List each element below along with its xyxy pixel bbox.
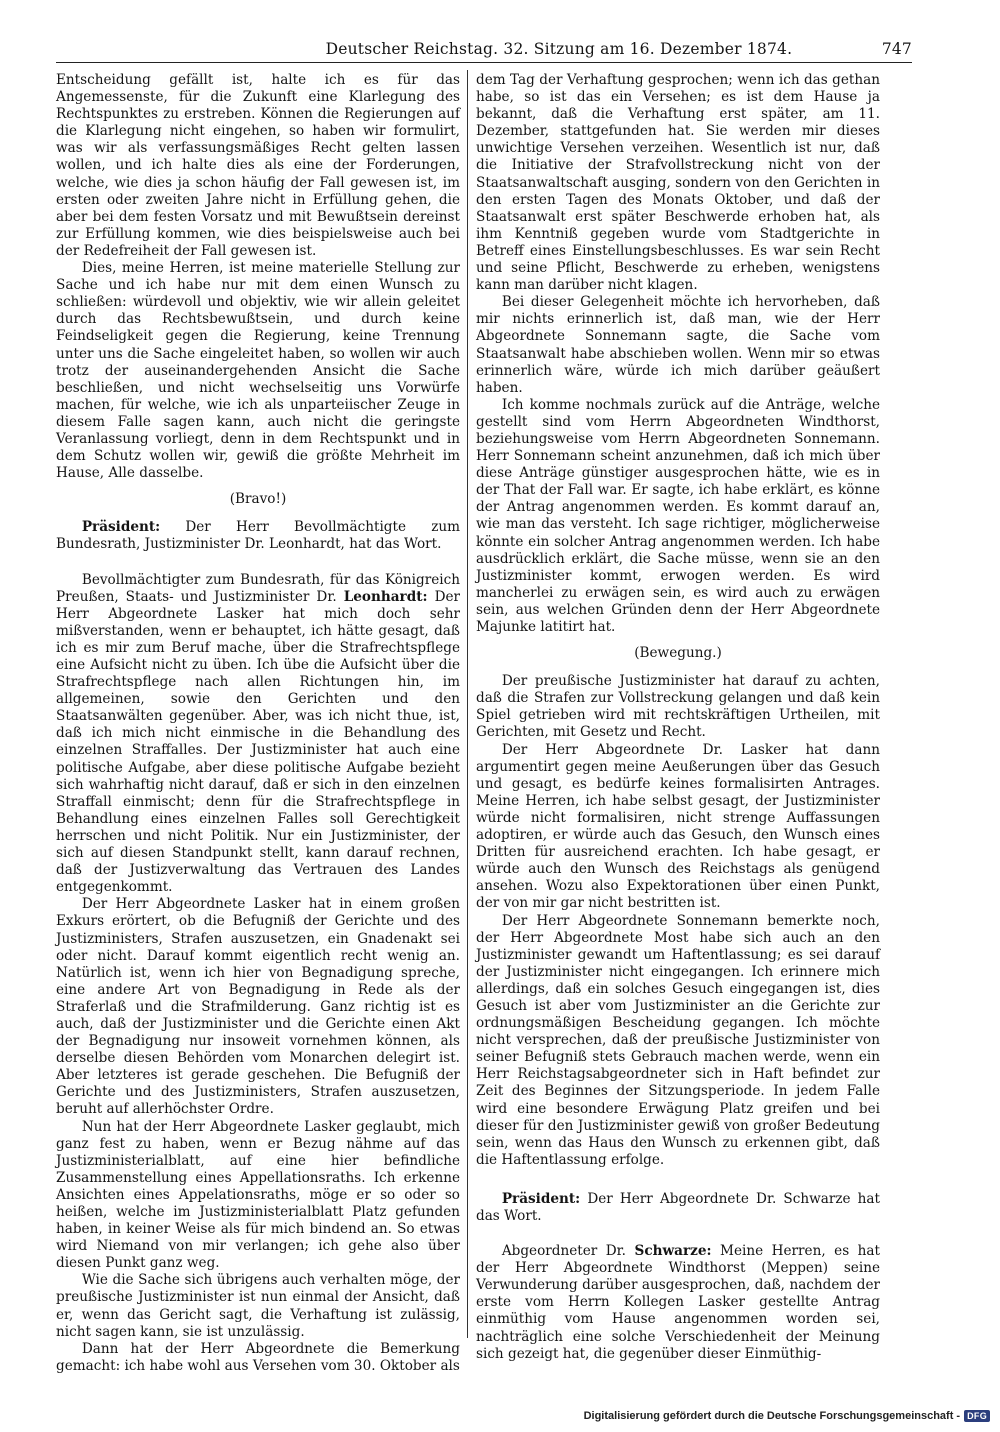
column-divider: [467, 70, 468, 1338]
paragraph: Wie die Sache sich übrigens auch verhalten möge, der preußische Justizminister ist nun einmal der Ansicht, daß er, wenn das Gericht sagt, die Verhaftung ist zulässig, nicht sagen kann, sie ist unzulässig.: [56, 1272, 460, 1340]
page-number: 747: [881, 40, 912, 58]
digitization-credit: [584, 1410, 990, 1422]
credit-text: Digitalisierung gefördert durch die Deutsche Forschungsgemeinschaft -: [583, 1410, 961, 1422]
speaker-intro: Bevollmächtigter zum Bundesrath, für das Königreich Preußen, Staats- und Justizminister Dr.: [56, 571, 460, 605]
paragraph: Nun hat der Herr Abgeordnete Lasker geglaubt, mich ganz fest zu haben, wenn er Bezug nähme auf das Justizministerialblatt, auf eine hier befindliche Zusammenstellung eines Appellationsraths. Ich erkenne Ansichten eines Appelationsraths, möge er so oder so heißen, welche im Justizministerialblatt Platz gefunden haben, in keiner Weise als für mich bindend an. So etwas wird Niemand von mir verlangen; ich gehe also über diesen Punkt ganz weg.: [56, 1118, 460, 1272]
interjection-bravo: (Bravo!): [229, 491, 287, 508]
president-text: Der Herr Abgeordnete Dr. Schwarze hat das Wort.: [476, 1190, 881, 1224]
paragraph: Der Herr Abgeordnete Sonnemann bemerkte noch, der Herr Abgeordnete Most habe sich auch an den Justizminister gewandt um Haftentlassung; es sei darauf der Justizminister nicht eingegangen. Ich erinnere mich allerdings, daß ein solches Gesuch eingegangen ist, dies Gesuch ist aber vom Justizminister an die Gerichte zur ordnungsmäßigen Bescheidung gegangen. Ich möchte nicht versprechen, daß der preußische Justizminister von seiner Befugniß stets Gebrauch machen werde, wenn ein Herr Reichstagsabgeordneter sich in Haft befindet zur Zeit des Beginnes der Sitzungsperiode. In jedem Falle wird eine besondere Erwägung Platz greifen und bei dieser für den Justizminister gewiß von großer Bedeutung sein, wenn das Haus den Wunsch zu erkennen gibt, daß die Haftentlassung erfolge.: [476, 912, 880, 1168]
speaker-paragraph: [476, 1243, 880, 1363]
right-column: [476, 72, 880, 1363]
paragraph: Der preußische Justizminister hat darauf zu achten, daß die Strafen zur Vollstreckung gelangen und daß kein Spiel getrieben wird mit rechtskräftigen Urtheilen, mit Gerichten, mit Gesetz und Recht.: [476, 673, 880, 741]
speaker-name: Leonhardt:: [343, 588, 428, 605]
speaker-intro: Abgeordneter Dr.: [501, 1243, 626, 1260]
paragraph: Bei dieser Gelegenheit möchte ich hervorheben, daß mir nichts erinnerlich ist, daß man, wie der Herr Abgeordnete Sonnemann sagte, die Sache vom Staatsanwalt habe abschieben wollen. Wenn mir so etwas erinnerlich wäre, würde ich mich darüber geäußert haben.: [476, 294, 880, 396]
president-announcement: [56, 519, 460, 553]
left-column: [56, 72, 460, 1375]
president-label: Präsident:: [81, 519, 161, 536]
header-rule: [56, 62, 912, 63]
president-text: Der Herr Bevollmächtigte zum Bundesrath, Justizminister Dr. Leonhardt, hat das Wort.: [56, 519, 460, 553]
speech-text: Der Herr Abgeordnete Lasker hat mich doch sehr mißverstanden, wenn er behauptet, ich hätte gesagt, daß ich es mir zum Beruf mache, über die Strafrechtspflege eine Aufsicht nicht zu üben. Ich übe die Aufsicht über die Strafrechtspflege nach allen Richtungen hin, im allgemeinen, sowie den Gerichten und den Staatsanwälten gegenüber. Aber, was ich nicht thue, ist, daß ich mich nicht einmische in die Behandlung des einzelnen Straffalles. Der Justizminister hat auch eine politische Aufgabe, aber diese politische Aufgabe bezieht sich wahrhaftig nicht darauf, daß er sich in den einzelnen Straffall einmischt; denn für die Strafrechtspflege in Behandlung eines einzelnen Falles soll Gerechtigkeit herrschen und nicht Politik. Nur ein Justizminister, der sich auf diesen Standpunkt stellt, kann darauf rechnen, daß der Justizverwaltung das Vertrauen des Landes entgegenkommt.: [56, 588, 461, 896]
speech-text: Meine Herren, es hat der Herr Abgeordnete Windthorst (Meppen) seine Verwunderung darüber ausgesprochen, daß, nachdem der erste vom Herrn Kollegen Lasker gestellte Antrag einmüthig vom Hause angenommen worden sei, nachträglich eine solche Verschiedenheit der Meinung sich gezeigt hat, die gegenüber dieser Einmüthig-: [476, 1243, 880, 1362]
interjection-bewegung: (Bewegung.): [634, 645, 722, 662]
paragraph: Dies, meine Herren, ist meine materielle Stellung zur Sache und ich habe nur mit dem einen Wunsch zu schließen: würdevoll und objektiv, wie wir allein geleitet durch das Rechtsbewußtsein, und durch keine Feindseligkeit gegen die Regierung, keine Trennung unter uns die Sache eingeleitet haben, so wollen wir auch trotz der auseinandergehenden Ansicht die Sache beschließen, und nicht wechselseitig uns Vorwürfe machen, für welche, wie ich als unparteiischer Zeuge in diesem Falle sagen kann, auch nicht die geringste Veranlassung vorliegt, denn in dem Rechtspunkt und in dem Schutz wollen wir, gewiß die größte Mehrheit im Hause, Alle dasselbe.: [56, 260, 460, 482]
speaker-paragraph: [56, 572, 460, 897]
president-announcement: [476, 1191, 880, 1225]
paragraph: Dann hat der Herr Abgeordnete die Bemerkung gemacht: ich habe wohl aus Versehen vom 30. Oktober als: [56, 1340, 460, 1374]
page-title: Deutscher Reichstag. 32. Sitzung am 16. Dezember 1874.: [325, 40, 793, 58]
dfg-logo: DFG: [964, 1410, 990, 1422]
page-header: [56, 28, 912, 58]
paragraph: Der Herr Abgeordnete Dr. Lasker hat dann argumentirt gegen meine Aeußerungen über das Gesuch und gesagt, es bedürfe keines formalisirten Antrages. Meine Herren, ich habe selbst gesagt, der Justizminister würde nicht formalisiren, nicht strenge Auffassungen adoptiren, er würde auch das Gesuch, den Wunsch eines Dritten für ausreichend erachten. Ich habe gesagt, er würde auch den Wunsch des Reichstags als genügend ansehen. Wozu also Expektorationen über einen Punkt, der von mir gar nicht bestritten ist.: [476, 741, 880, 912]
president-label: Präsident:: [501, 1190, 581, 1207]
speaker-name: Schwarze:: [634, 1243, 712, 1260]
paragraph: dem Tag der Verhaftung gesprochen; wenn ich das gethan habe, so ist das ein Versehen; es ist dem Hause ja bekannt, daß die Verhaftung erst später, am 11. Dezember, stattgefunden hat. Sie werden mir dieses unwichtige Versehen verzeihen. Wesentlich ist nur, daß die Initiative der Strafvollstreckung nicht von der Staatsanwaltschaft ausging, sondern von den Gerichten in den ersten Tagen des Monats Oktober, und daß der Staatsanwalt erst später Beschwerde erhoben hat, als ihm Kenntniß gegeben wurde vom Stadtgerichte in Betreff eines Einstellungsbeschlusses. Es war sein Recht und seine Pflicht, Beschwerde zu erheben, wenigstens kann man darüber nicht klagen.: [476, 72, 880, 294]
paragraph: Der Herr Abgeordnete Lasker hat in einem großen Exkurs erörtert, ob die Befugniß der Gerichte und des Justizministers, Strafen auszusetzen, ein Gnadenakt sei oder nicht. Darauf kommt eigentlich recht wenig an. Natürlich ist, wenn ich hier von Begnadigung spreche, eine andere Art von Begnadigung in Rede als der Straferlaß und die Strafmilderung. Ganz richtig ist es auch, daß der Justizminister und die Gerichte einen Akt der Begnadigung nur insoweit vornehmen können, als derselbe diesen Behörden vom Monarchen delegirt ist. Aber letzteres ist gerade geschehen. Die Befugniß der Gerichte und des Justizministers, Strafen auszusetzen, beruht auf allerhöchster Ordre.: [56, 896, 460, 1118]
paragraph: Ich komme nochmals zurück auf die Anträge, welche gestellt sind vom Herrn Abgeordneten Windthorst, beziehungsweise vom Herrn Abgeordneten Sonnemann. Herr Sonnemann scheint anzunehmen, daß ich mich über diese Anträge günstiger ausgesprochen hätte, wie es in der That der Fall war. Er sagte, ich habe erklärt, es könne der Antrag angenommen werden. Es kommt darauf an, wie man das versteht. Ich sage richtiger, möglicherweise könnte ein solcher Antrag angenommen werden. Ich habe ausdrücklich erklärt, die Sache müsse, wenn sie an den Justizminister kommt, erwogen werden. Es wird mancherlei zu erwägen sein, es wird auch zu erwägen sein, aus welchen Gründen denn der Herr Abgeordnete Majunke latitirt hat.: [476, 396, 880, 635]
paragraph: Entscheidung gefällt ist, halte ich es für das Angemessenste, für die Zukunft eine Klarlegung des Rechtspunktes zu erstreben. Können die Regierungen auf die Klarlegung nicht eingehen, so haben wir formulirt, was wir als verfassungsmäßiges Recht gelten lassen wollen, und ich halte dies als eine der Forderungen, welche, wie dies ja schon häufig der Fall gewesen ist, im ersten oder zweiten Jahre nicht in Erfüllung gehen, die aber bei dem festen Vorsatz und mit Bewußtsein dereinst zur Erfüllung kommen, wie dies beispielsweise auch bei der Redefreiheit der Fall gewesen ist.: [56, 72, 460, 259]
